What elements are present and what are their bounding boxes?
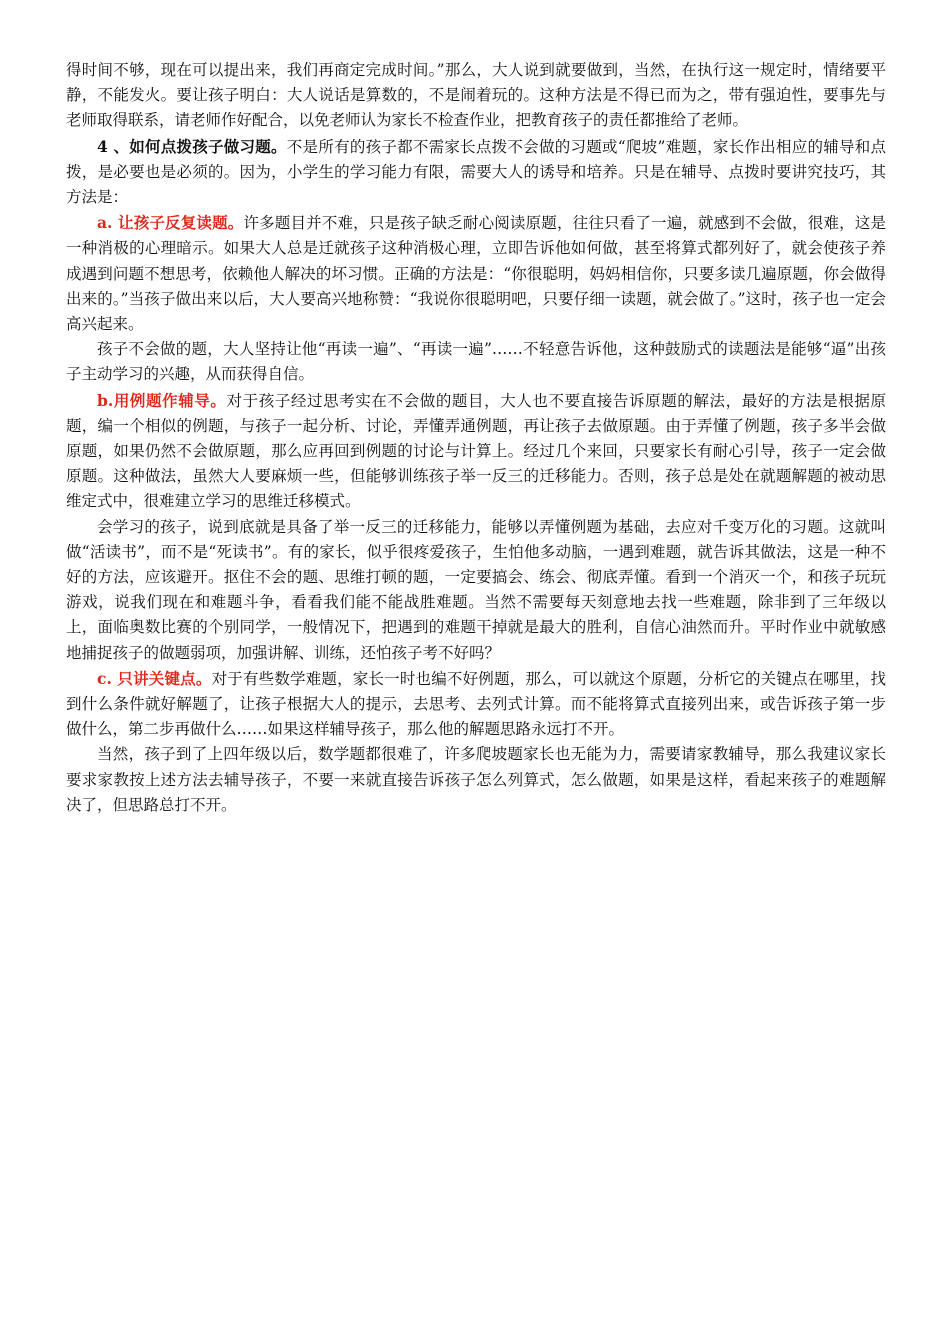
item-a-paragraph [66,210,886,337]
item-c-text: 对于有些数学难题，家长一时也编不好例题，那么，可以就这个原题，分析它的关键点在哪里，找到什么条件就好解题了，让孩子根据大人的提示，去思考、去列式计算。而不能将算式直接列出来，或告诉孩子第一步做什么，第二步再做什么……如果这样辅导孩子，那么他的解题思路永远打不开。 [66,669,886,739]
paragraph-text: 会学习的孩子，说到底就是具备了举一反三的迁移能力，能够以弄懂例题为基础，去应对千变万化的习题。这就叫做“活读书”，而不是“死读书”。有的家长，似乎很疼爱孩子，生怕他多动脑，一遇到难题，就告诉其做法，这是一种不好的方法，应该避开。抠住不会的题、思维打顿的题，一定要搞会、练会、彻底弄懂。看到一个消灭一个，和孩子玩玩游戏，说我们现在和难题斗争，看看我们能不能战胜难题。当然不需要每天刻意地去找一些难题，除非到了三年级以上，面临奥数比赛的个别同学，一般情况下，把遇到的难题干掉就是最大的胜利，自信心油然而升。平时作业中就敏感地捕捉孩子的做题弱项，加强讲解、训练，还怕孩子考不好吗？ [66,517,886,662]
item-c-heading: c. 只讲关键点。 [97,668,212,688]
item-b-paragraph [66,388,886,515]
item-a-text: 许多题目并不难，只是孩子缺乏耐心阅读原题，往往只看了一遍，就感到不会做，很难，这是一种消极的心理暗示。如果大人总是迁就孩子这种消极心理，立即告诉他如何做，甚至将算式都列好了，就会使孩子养成遇到问题不想思考，依赖他人解决的坏习惯。正确的方法是：“你很聪明，妈妈相信你，只要多读几遍原题，你会做得出来的。”当孩子做出来以后，大人要高兴地称赞：“我说你很聪明吧，只要仔细一读题，就会做了。”这时，孩子也一定会高兴起来。 [66,214,886,334]
item-b-text: 对于孩子经过思考实在不会做的题目，大人也不要直接告诉原题的解法，最好的方法是根据原题，编一个相似的例题，与孩子一起分析、讨论，弄懂弄通例题，再让孩子去做原题。由于弄懂了例题，孩子多半会做原题，如果仍然不会做原题，那么应再回到例题的讨论与计算上。经过几个来回，只要家长有耐心引导，孩子一定会做原题。这种做法，虽然大人要麻烦一些，但能够训练孩子举一反三的迁移能力。否则，孩子总是处在就题解题的被动思维定式中，很难建立学习的思维迁移模式。 [66,391,886,511]
item-c-paragraph [66,666,886,743]
paragraph-text: 孩子不会做的题，大人坚持让他“再读一遍”、“再读一遍”……不轻意告诉他，这种鼓励式的读题法是能够“逼”出孩子主动学习的兴趣，从而获得自信。 [66,340,886,384]
section-4-text: 不是所有的孩子都不需家长点拨不会做的习题或“爬坡”难题，家长作出相应的辅导和点拨，是必要也是必须的。因为，小学生的学习能力有限，需要大人的诱导和培养。只是在辅导、点拨时要讲究技巧，其方法是： [66,137,886,207]
paragraph-continuation [66,58,886,134]
paragraph-text: 得时间不够，现在可以提出来，我们再商定完成时间。”那么，大人说到就要做到，当然，在执行这一规定时，情绪要平静，不能发火。要让孩子明白：大人说话是算数的，不是闹着玩的。这种方法是不得已而为之，带有强迫性，要事先与老师取得联系，请老师作好配合，以免老师认为家长不检查作业，把教育孩子的责任都推给了老师。 [66,61,886,130]
paragraph-text: 当然，孩子到了上四年级以后，数学题都很难了，许多爬坡题家长也无能为力，需要请家教辅导，那么我建议家长要求家教按上述方法去辅导孩子，不要一来就直接告诉孩子怎么列算式，怎么做题，如果是这样，看起来孩子的难题解决了，但思路总打不开。 [66,745,886,814]
section-4-heading: 4 、如何点拨孩子做习题。 [97,136,287,156]
item-a-followup-paragraph [66,337,886,387]
item-c-followup-paragraph [66,742,886,818]
document-body [66,58,886,818]
section-4-paragraph [66,134,886,211]
item-a-heading: a. 让孩子反复读题。 [97,213,244,233]
item-b-followup-paragraph [66,515,886,666]
item-b-heading: b.用例题作辅导。 [97,390,227,410]
